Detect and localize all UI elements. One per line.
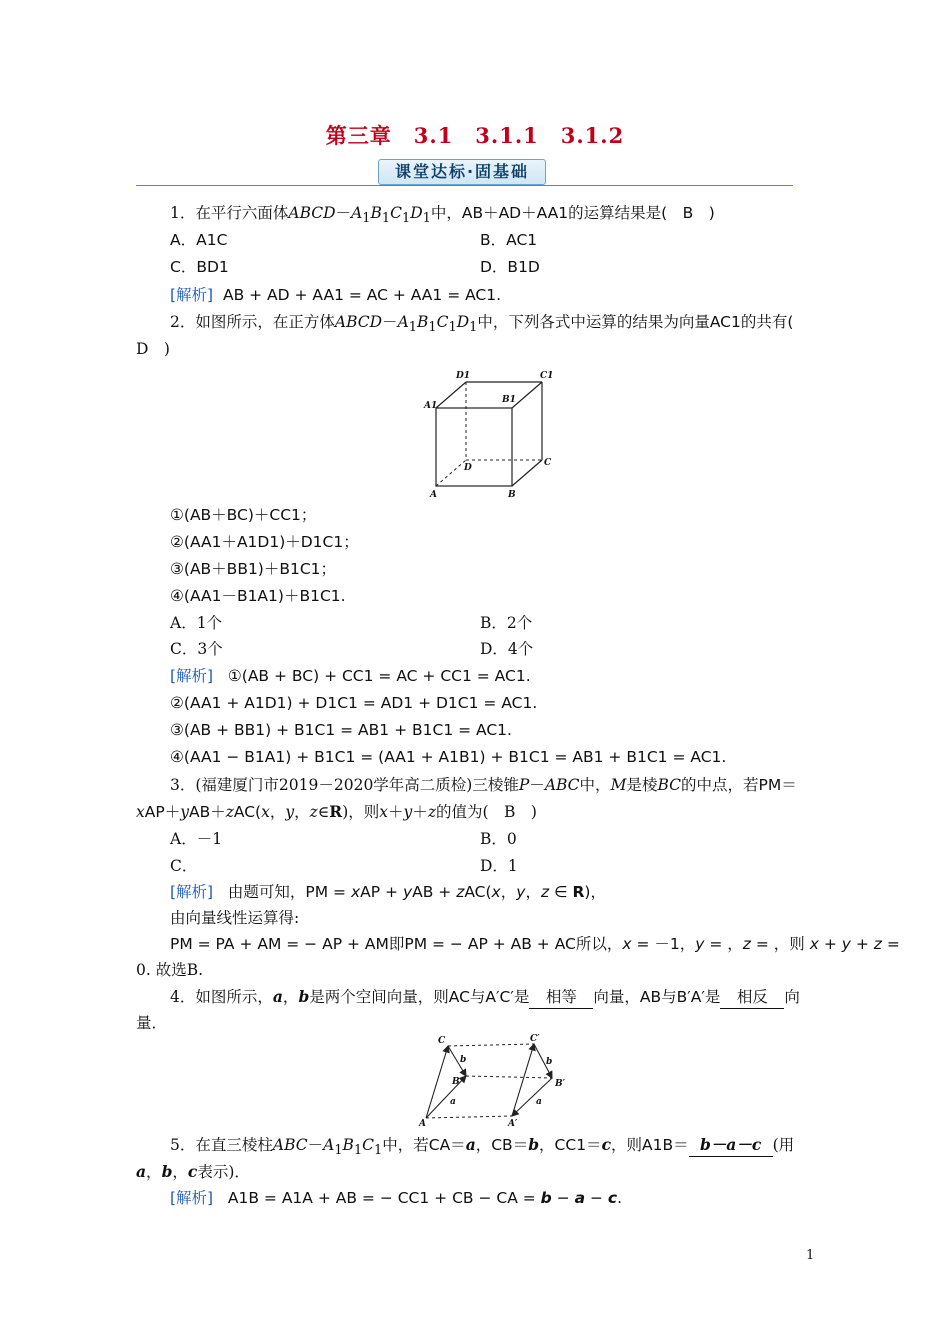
- q4-answer-blank-1: 相等: [529, 986, 593, 1009]
- cube-label-d1: D1: [456, 371, 471, 381]
- q3-option-d[interactable]: D．1: [480, 857, 518, 875]
- q3-option-b[interactable]: B．0: [480, 830, 517, 848]
- q1-option-a[interactable]: A．A1C: [170, 231, 228, 249]
- q1-stem: 1．在平行六面体$ABCD-A_1B_1C_1D_1$中，AB＋AD＋AA1的运算结果是( B ): [170, 204, 715, 227]
- q3-analysis-3-row: PM = PA + AM = − AP + AM即PM = − AP + AB + AC所以，x = －1，y = ，z = ，则 x + y + z =: [170, 935, 900, 953]
- q3-stem-line2: xAP＋yAB＋zAC(x，y，z∈R)，则x＋y＋z的值为( B ): [136, 802, 537, 821]
- vector-prism-figure: [412, 1032, 580, 1128]
- q4-stem-a: 4．如图所示，: [170, 988, 273, 1006]
- page-number: 1: [806, 1248, 815, 1263]
- q1-option-b[interactable]: B．AC1: [480, 231, 538, 249]
- cube-label-d: D: [464, 463, 472, 473]
- q1-analysis: [170, 284, 501, 306]
- fig-label-b-left: b: [460, 1055, 467, 1065]
- fig-label-a-right: a: [536, 1097, 542, 1107]
- q2-analysis-3: ③(AB + BB1) + B1C1 = AB1 + B1C1 = AC1.: [170, 721, 512, 739]
- q5-stem-line2: 表示)．: [197, 1163, 250, 1181]
- q2-option-b[interactable]: B．2个: [480, 614, 533, 632]
- q3-analysis-1: 由题可知，PM =: [227, 883, 351, 901]
- q1-analysis-text: AB + AD + AA1 = AC + AA1 = AC1.: [222, 286, 502, 304]
- analysis-tag: [解析]: [170, 1189, 214, 1207]
- q2-item-4: ④(AA1－B1A1)＋B1C1.: [170, 587, 346, 605]
- q3-analysis-4: 0. 故选B.: [136, 961, 204, 979]
- q2-stem: 2．如图所示，在正方体$ABCD-A_1B_1C_1D_1$中，下列各式中运算的结果为向量AC1的共有(: [170, 313, 794, 336]
- fig-label-point-a-prime: A′: [508, 1119, 518, 1128]
- q5-analysis: [解析] A1B = A1A + AB = − CC1 + CB − CA = b − a − c.: [170, 1189, 623, 1207]
- q3-stem-d: 的中点，若PM＝: [681, 776, 797, 794]
- cube-label-b1: B1: [502, 395, 516, 405]
- q5-stem-f: (用: [772, 1136, 795, 1154]
- q3-stem-line2-e: 的值为( B ): [435, 803, 537, 821]
- cube-label-c1: C1: [540, 371, 554, 381]
- q4-stem-d: 向: [784, 988, 800, 1006]
- q3-analysis-2: 由向量线性运算得:: [170, 909, 300, 927]
- q3-analysis: [解析] 由题可知，PM = xAP + yAB + zAC(x，y，z ∈ R)，: [170, 883, 606, 901]
- q5-stem-d: ，CC1＝: [539, 1136, 602, 1154]
- q3-stem-a: 3．(福建厦门市2019－2020学年高二质检)三棱锥: [170, 776, 519, 794]
- q2-analysis: [170, 665, 531, 687]
- fig-label-c: C: [438, 1036, 446, 1046]
- q5-stem-b: 中，若CA＝: [382, 1136, 466, 1154]
- q3-stem-line2-b: AB＋: [188, 803, 226, 821]
- q2-option-d[interactable]: D．4个: [480, 640, 534, 658]
- q2-stem-line2: D ): [136, 340, 170, 358]
- q5-stem-a: 5．在直三棱柱: [170, 1136, 273, 1154]
- cube-label-a1: A1: [424, 401, 438, 411]
- q1-option-d[interactable]: D．B1D: [480, 258, 540, 276]
- q5-answer-blank: b－a－c: [689, 1134, 773, 1157]
- q3-analysis-3: PM = PA + AM = − AP + AM即PM = − AP + AB + AC所以，: [170, 935, 623, 953]
- cube-figure: [420, 366, 560, 502]
- q2-item-2: ②(AA1＋A1D1)＋D1C1；: [170, 533, 359, 551]
- q3-stem: 3．(福建厦门市2019－2020学年高二质检)三棱锥P－ABC中，M是棱BC的中点，若PM＝: [170, 776, 797, 794]
- q4-stem-line2: 量．: [136, 1014, 168, 1032]
- q2-analysis-2: ②(AA1 + A1D1) + D1C1 = AD1 + D1C1 = AC1.: [170, 694, 538, 712]
- q2-option-a[interactable]: A．1个: [170, 614, 223, 632]
- q3-option-c[interactable]: C．: [170, 857, 198, 875]
- q2-option-c[interactable]: C．3个: [170, 640, 223, 658]
- q2-stem-a: 2．如图所示，在正方体: [170, 313, 335, 331]
- q2-stem-b: 中，下列各式中运算的结果为向量AC1的共有(: [477, 313, 794, 331]
- q4-stem-b: 是两个空间向量，则AC与A′C′是: [309, 988, 530, 1006]
- q3-stem-line2-c: AC(: [233, 803, 262, 821]
- q1-stem-b: 中，AB＋AD＋AA1的运算结果是( B ): [430, 204, 715, 222]
- q1-option-c[interactable]: C．BD1: [170, 258, 229, 276]
- fig-label-b-right: b: [546, 1057, 553, 1067]
- fig-label-point-a: A: [419, 1119, 426, 1128]
- q3-stem-b: 中，: [579, 776, 611, 794]
- q5-stem-e: ，则A1B＝: [611, 1136, 689, 1154]
- page-title: 第三章 3.1 3.1.1 3.1.2: [325, 123, 625, 148]
- header-rule: [136, 185, 793, 186]
- fig-label-a-left: a: [450, 1097, 456, 1107]
- analysis-tag: [解析]: [170, 286, 214, 304]
- q5-stem-c: ，CB＝: [475, 1136, 529, 1154]
- cube-label-b: B: [508, 490, 516, 500]
- analysis-tag: [解析]: [170, 667, 214, 685]
- q2-analysis-1: ①(AB + BC) + CC1 = AC + CC1 = AC1.: [227, 667, 531, 685]
- q2-item-3: ③(AB＋BB1)＋B1C1；: [170, 560, 337, 578]
- q3-stem-line2-d: ，则: [348, 803, 380, 821]
- q5-stem: 5．在直三棱柱$ABC-A_1B_1C_1$中，若CA＝a，CB＝b，CC1＝c，则A1B＝ b－a－c (用: [170, 1135, 795, 1159]
- q4-stem: 4．如图所示，a，b是两个空间向量，则AC与A′C′是 相等 向量，AB与B′A′是 相反 向: [170, 986, 800, 1009]
- section-badge: 课堂达标·固基础: [378, 159, 546, 185]
- q4-answer-blank-2: 相反: [720, 986, 784, 1009]
- q2-analysis-4: ④(AA1 − B1A1) + B1C1 = (AA1 + A1B1) + B1C1 = AB1 + B1C1 = AC1.: [170, 748, 727, 766]
- cube-label-c: C: [544, 458, 552, 468]
- fig-label-c-prime: C′: [530, 1034, 540, 1044]
- q5-stem-line2-row: a，b，c表示)．: [136, 1162, 250, 1181]
- q3-stem-c: 是棱: [626, 776, 658, 794]
- q5-analysis-text: A1B = A1A + AB = − CC1 + CB − CA =: [227, 1189, 541, 1207]
- q3-option-a[interactable]: A．－1: [170, 830, 223, 848]
- q4-stem-c: 向量，AB与B′A′是: [593, 988, 721, 1006]
- fig-label-point-b: B: [452, 1077, 460, 1087]
- q1-stem-a: 1．在平行六面体: [170, 204, 289, 222]
- cube-label-a: A: [430, 490, 437, 500]
- q3-stem-line2-a: AP＋: [144, 803, 181, 821]
- analysis-tag: [解析]: [170, 883, 214, 901]
- fig-label-point-b-prime: B′: [555, 1079, 565, 1089]
- q2-item-1: ①(AB＋BC)＋CC1；: [170, 506, 317, 524]
